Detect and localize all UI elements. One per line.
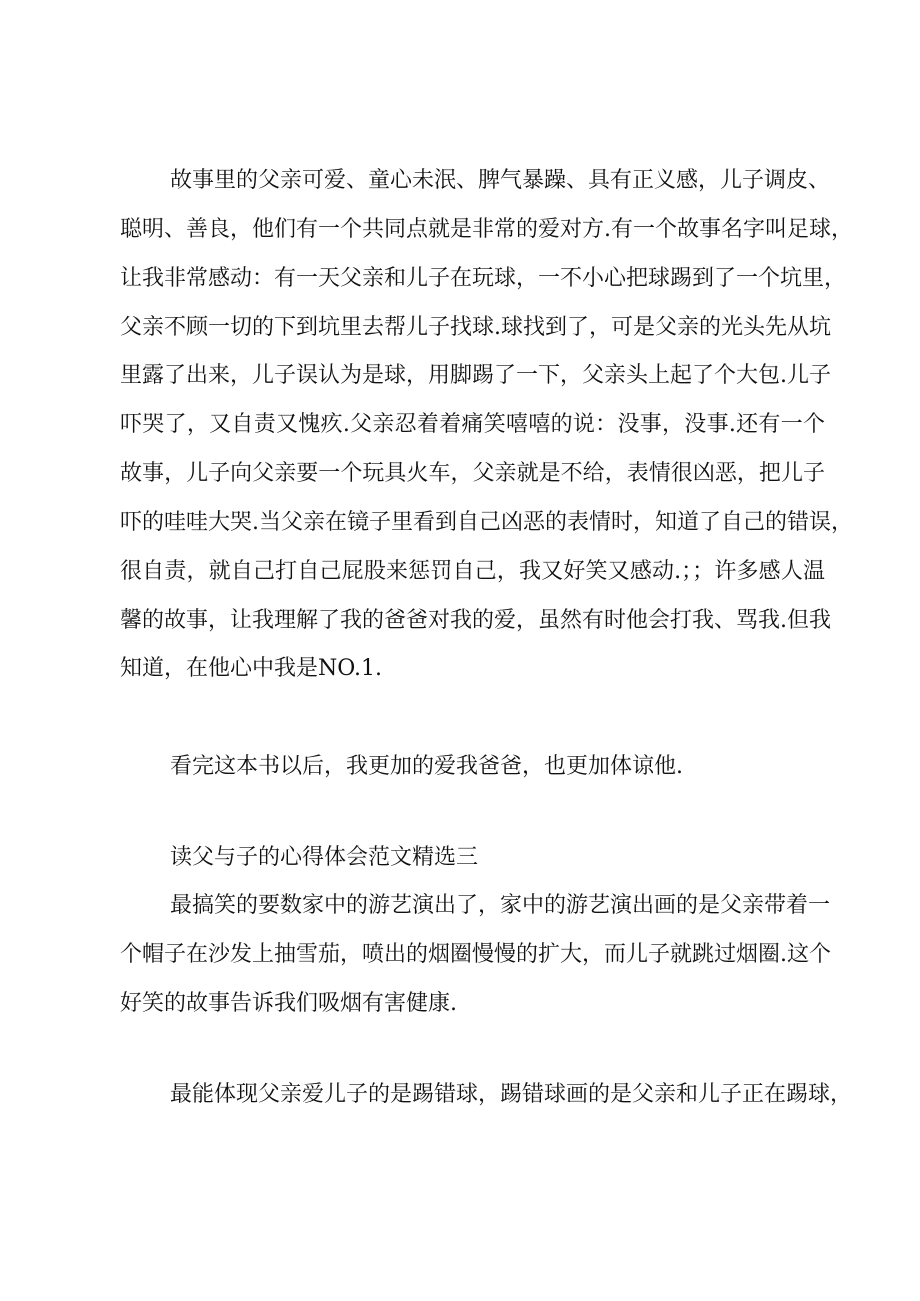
paragraph-1-line-9: 很自责，就自己打自己屁股来惩罚自己，我又好笑又感动.；；许多感人温 xyxy=(120,559,825,584)
paragraph-1-line-3: 让我非常感动：有一天父亲和儿子在玩球，一不小心把球踢到了一个坑里， xyxy=(120,266,847,291)
paragraph-1-line-2: 聪明、善良，他们有一个共同点就是非常的爱对方.有一个故事名字叫足球， xyxy=(120,217,853,242)
paragraph-2: 看完这本书以后，我更加的爱我爸爸，也更加体谅他. xyxy=(170,754,683,779)
paragraph-1-line-6: 吓哭了，又自责又愧疚.父亲忍着着痛笑嘻嘻的说：没事，没事.还有一个 xyxy=(120,412,825,437)
paragraph-1-line-1: 故事里的父亲可爱、童心未泯、脾气暴躁、具有正义感，儿子调皮、 xyxy=(170,168,831,193)
paragraph-1-line-7: 故事，儿子向父亲要一个玩具火车，父亲就是不给，表情很凶恶，把儿子 xyxy=(120,461,825,486)
paragraph-1-line-5: 里露了出来，儿子误认为是球，用脚踢了一下，父亲头上起了个大包.儿子 xyxy=(120,363,831,388)
paragraph-1-line-11: 知道，在他心中我是NO.1. xyxy=(120,656,382,681)
paragraph-3-line-2: 个帽子在沙发上抽雪茄，喷出的烟圈慢慢的扩大，而儿子就跳过烟圈.这个 xyxy=(120,942,831,967)
paragraph-1-line-4: 父亲不顾一切的下到坑里去帮儿子找球.球找到了，可是父亲的光头先从坑 xyxy=(120,315,831,340)
paragraph-4-line-1: 最能体现父亲爱儿子的是踢错球，踢错球画的是父亲和儿子正在踢球， xyxy=(170,1082,853,1107)
paragraph-1-line-8: 吓的哇哇大哭.当父亲在镜子里看到自己凶恶的表情时，知道了自己的错误， xyxy=(120,510,853,535)
section-heading: 读父与子的心得体会范文精选三 xyxy=(170,845,479,870)
paragraph-1-line-10: 馨的故事，让我理解了我的爸爸对我的爱，虽然有时他会打我、骂我.但我 xyxy=(120,608,831,633)
paragraph-3-line-3: 好笑的故事告诉我们吸烟有害健康. xyxy=(120,991,457,1016)
paragraph-3-line-1: 最搞笑的要数家中的游艺演出了，家中的游艺演出画的是父亲带着一 xyxy=(170,893,831,918)
